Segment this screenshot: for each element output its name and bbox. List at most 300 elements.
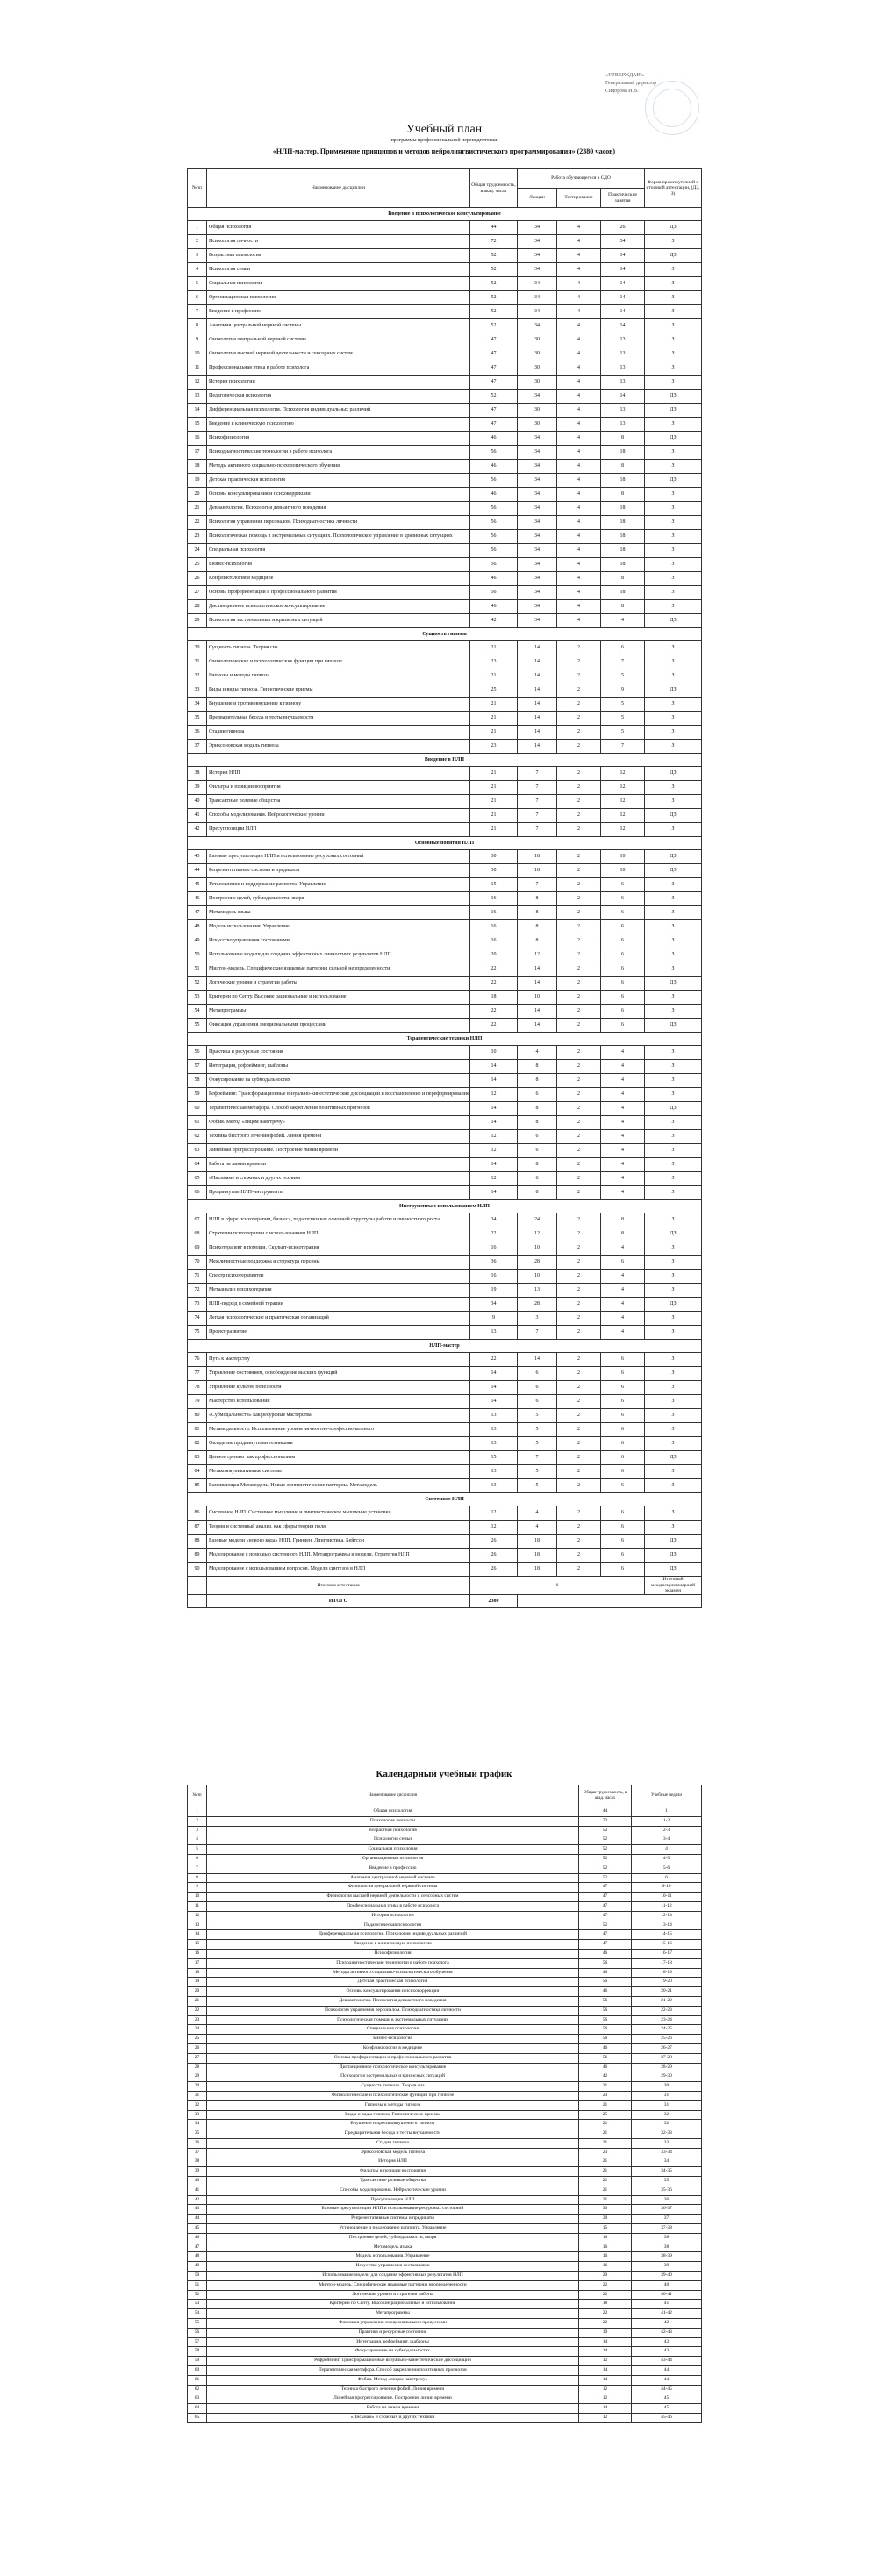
row-num: 28 (188, 600, 207, 614)
total-hours: 42 (579, 2072, 632, 2082)
discipline-name: Построение целей, субмодальности, якоря (207, 2233, 579, 2243)
row-num: 33 (188, 2110, 207, 2120)
row-num: 77 (188, 1367, 207, 1381)
row-num: 51 (188, 2280, 207, 2290)
practice-hours: 4 (601, 1172, 645, 1186)
practice-hours: 8 (601, 488, 645, 502)
table-row (188, 2177, 702, 2186)
header-testing: Тестирование (557, 189, 601, 208)
practice-hours: 13 (601, 376, 645, 390)
total-hours: 56 (470, 446, 518, 460)
table-row (188, 1911, 702, 1921)
section-title: Основные понятия НЛП (188, 837, 702, 850)
discipline-name: Межличностные поддержка и структура персоны (207, 1256, 470, 1270)
total-hours: 14 (470, 1395, 518, 1409)
study-weeks: 19-20 (632, 1978, 702, 1987)
total-hours: 52 (579, 1826, 632, 1835)
practice-hours: 13 (601, 404, 645, 418)
table-row (188, 1409, 702, 1423)
discipline-name: НЛП в сфере психотерапии, бизнеса, педагогики как основной структуры работы и личностного роста (207, 1213, 470, 1227)
testing-hours: 2 (557, 767, 601, 781)
total-hours: 22 (470, 1005, 518, 1019)
cal-header-name: Наименование дисциплин (207, 1785, 579, 1807)
attestation-form: З (645, 516, 702, 530)
table-row (188, 2280, 702, 2290)
attestation-form: ДЗ (645, 1535, 702, 1549)
attestation-form: ДЗ (645, 683, 702, 698)
table-row (188, 1921, 702, 1930)
attestation-form: З (645, 698, 702, 712)
table-row (188, 934, 702, 948)
testing-hours: 2 (557, 1326, 601, 1340)
study-weeks: 38-39 (632, 2252, 702, 2262)
lecture-hours: 34 (518, 558, 557, 572)
practice-hours: 6 (601, 1549, 645, 1563)
practice-hours: 4 (601, 1158, 645, 1172)
total-hours: 22 (470, 962, 518, 977)
testing-hours: 4 (557, 347, 601, 361)
total-hours: 14 (470, 1102, 518, 1116)
attestation-form: З (645, 361, 702, 376)
practice-hours: 14 (601, 263, 645, 277)
practice-hours: 14 (601, 249, 645, 263)
testing-hours: 2 (557, 795, 601, 809)
study-weeks: 26-27 (632, 2043, 702, 2053)
row-num: 55 (188, 1019, 207, 1033)
discipline-name: Психодиагностические технологии в работе психолога (207, 1958, 579, 1968)
table-row (188, 263, 702, 277)
table-row (188, 2205, 702, 2215)
attestation-form: ДЗ (645, 432, 702, 446)
study-weeks: 34-35 (632, 2167, 702, 2177)
row-num: 87 (188, 1521, 207, 1535)
discipline-name: Дистанционное психологическое консультирование (207, 2063, 579, 2072)
lecture-hours: 12 (518, 1227, 557, 1241)
testing-hours: 2 (557, 1312, 601, 1326)
attestation-form: З (645, 1241, 702, 1256)
row-num: 84 (188, 1465, 207, 1479)
table-row (188, 1088, 702, 1102)
study-weeks: 44 (632, 2366, 702, 2376)
study-weeks: 34 (632, 2157, 702, 2167)
attestation-form: ДЗ (645, 1019, 702, 1033)
table-row (188, 712, 702, 726)
discipline-name: Социальная психология (207, 277, 470, 291)
table-row (188, 2186, 702, 2195)
lecture-hours: 6 (518, 1395, 557, 1409)
discipline-name: Установление и поддержание раппорта. Управление (207, 878, 470, 892)
total-hours: 21 (579, 2138, 632, 2148)
total-hours: 18 (470, 991, 518, 1005)
total-hours: 21 (579, 2082, 632, 2092)
lecture-hours: 5 (518, 1437, 557, 1451)
discipline-name: Логические уровни и стратегии работы (207, 977, 470, 991)
total-hours: 21 (579, 2177, 632, 2186)
study-weeks: 10-11 (632, 1893, 702, 1902)
study-weeks: 43-44 (632, 2357, 702, 2366)
section-header-row (188, 754, 702, 767)
practice-hours: 18 (601, 502, 645, 516)
lecture-hours: 34 (518, 572, 557, 586)
practice-hours: 4 (601, 1144, 645, 1158)
testing-hours: 2 (557, 1367, 601, 1381)
testing-hours: 2 (557, 1506, 601, 1521)
attestation-form: ДЗ (645, 864, 702, 878)
total-hours: 16 (579, 2233, 632, 2243)
testing-hours: 4 (557, 516, 601, 530)
attestation-form: З (645, 319, 702, 333)
attestation-form: З (645, 1046, 702, 1060)
table-row (188, 1978, 702, 1987)
discipline-name: Гипнозы и методы гипноза (207, 669, 470, 683)
lecture-hours: 8 (518, 1186, 557, 1200)
table-row (188, 1845, 702, 1855)
row-num: 7 (188, 1864, 207, 1873)
section-header-row (188, 1033, 702, 1046)
section-title: Введение в НЛП (188, 754, 702, 767)
total-hours: 56 (470, 516, 518, 530)
discipline-name: Педагогическая психология (207, 1921, 579, 1930)
testing-hours: 2 (557, 906, 601, 920)
row-num: 82 (188, 1437, 207, 1451)
practice-hours: 6 (601, 1506, 645, 1521)
study-weeks: 40 (632, 2280, 702, 2290)
row-num: 90 (188, 1563, 207, 1577)
practice-hours: 4 (601, 1312, 645, 1326)
discipline-name: Работа на линии времени (207, 2404, 579, 2414)
study-weeks: 43 (632, 2347, 702, 2357)
total-hours: 46 (579, 1968, 632, 1978)
row-num: 65 (188, 2414, 207, 2423)
row-num: 20 (188, 488, 207, 502)
lecture-hours: 8 (518, 906, 557, 920)
total-hours: 56 (579, 1996, 632, 2006)
row-num: 3 (188, 1826, 207, 1835)
row-num: 18 (188, 1968, 207, 1978)
attestation-form: ДЗ (645, 767, 702, 781)
study-weeks: 37-38 (632, 2224, 702, 2234)
lecture-hours: 30 (518, 333, 557, 347)
table-row (188, 2262, 702, 2272)
testing-hours: 4 (557, 502, 601, 516)
discipline-name: Психология личности (207, 1816, 579, 1826)
discipline-name: Гипнозы и методы гипноза (207, 2100, 579, 2110)
study-weeks: 2-3 (632, 1826, 702, 1835)
lecture-hours: 7 (518, 1451, 557, 1465)
discipline-name: Развивающая Метамодель. Новые лингвистические паттерны. Метамодель (207, 1479, 470, 1493)
testing-hours: 2 (557, 740, 601, 754)
table-row (188, 600, 702, 614)
discipline-name: История психологии (207, 1911, 579, 1921)
lecture-hours: 8 (518, 1074, 557, 1088)
row-num: 26 (188, 2043, 207, 2053)
discipline-name: Профессиональная этика в работе психолога (207, 361, 470, 376)
attestation-form: ДЗ (645, 1102, 702, 1116)
table-row (188, 948, 702, 962)
total-hours: 47 (470, 333, 518, 347)
attestation-form: ДЗ (645, 850, 702, 864)
program-name: «НЛП-мастер. Применение принципов и методов нейролингвистического программирования» (2380 часов) (272, 147, 616, 155)
row-num: 39 (188, 781, 207, 795)
lecture-hours: 4 (518, 1506, 557, 1521)
total-hours: 46 (579, 2043, 632, 2053)
table-row (188, 2110, 702, 2120)
row-num: 64 (188, 1158, 207, 1172)
total-hours: 13 (470, 1479, 518, 1493)
row-num: 41 (188, 809, 207, 823)
row-num: 61 (188, 1116, 207, 1130)
total-hours: 21 (470, 641, 518, 655)
row-num: 24 (188, 544, 207, 558)
practice-hours: 4 (601, 1060, 645, 1074)
practice-hours: 8 (601, 1213, 645, 1227)
table-row (188, 2309, 702, 2319)
row-num: 69 (188, 1241, 207, 1256)
lecture-hours: 28 (518, 1298, 557, 1312)
row-num: 32 (188, 2100, 207, 2110)
testing-hours: 2 (557, 1451, 601, 1465)
discipline-name: Психология личности (207, 235, 470, 249)
table-row (188, 2063, 702, 2072)
study-weeks: 36 (632, 2195, 702, 2205)
total-hours: 34 (470, 1213, 518, 1227)
calendar-title: Календарный учебный график (376, 1769, 512, 1779)
row-num: 78 (188, 1381, 207, 1395)
testing-hours: 2 (557, 1046, 601, 1060)
discipline-name: Путь к мастерству (207, 1353, 470, 1367)
row-num: 24 (188, 2025, 207, 2035)
lecture-hours: 34 (518, 516, 557, 530)
row-num: 76 (188, 1353, 207, 1367)
section-title: Системное НЛП (188, 1493, 702, 1506)
attestation-form: З (645, 277, 702, 291)
study-weeks: 20-21 (632, 1987, 702, 1997)
table-row (188, 1241, 702, 1256)
total-hours: 14 (470, 1060, 518, 1074)
testing-hours: 4 (557, 460, 601, 474)
row-num: 41 (188, 2186, 207, 2195)
row-num: 52 (188, 2290, 207, 2300)
testing-hours: 2 (557, 1172, 601, 1186)
table-row (188, 1901, 702, 1911)
row-num: 17 (188, 1958, 207, 1968)
total-hours: 47 (470, 376, 518, 390)
practice-hours: 8 (601, 460, 645, 474)
practice-hours: 4 (601, 1074, 645, 1088)
practice-hours: 6 (601, 962, 645, 977)
testing-hours: 4 (557, 432, 601, 446)
attestation-form: З (645, 740, 702, 754)
row-num: 37 (188, 2148, 207, 2157)
lecture-hours: 14 (518, 712, 557, 726)
table-row (188, 2157, 702, 2167)
table-row (188, 1381, 702, 1395)
discipline-name: Психофизиология (207, 432, 470, 446)
table-row (188, 319, 702, 333)
total-hours: 52 (470, 263, 518, 277)
discipline-name: Внушение и противовнушение к гипнозу (207, 698, 470, 712)
row-num: 53 (188, 991, 207, 1005)
study-weeks: 31 (632, 2091, 702, 2100)
discipline-name: Линейная прогрессирование. Построение линии времени (207, 1144, 470, 1158)
row-num: 39 (188, 2167, 207, 2177)
practice-hours: 8 (601, 572, 645, 586)
study-weeks: 41 (632, 2300, 702, 2309)
discipline-name: Физиологические и психологические функции при гипнозе (207, 2091, 579, 2100)
total-hours: 46 (470, 432, 518, 446)
row-num: 81 (188, 1423, 207, 1437)
row-num: 9 (188, 333, 207, 347)
total-hours: 72 (579, 1816, 632, 1826)
row-num: 56 (188, 2328, 207, 2337)
row-num: 25 (188, 2035, 207, 2044)
practice-hours: 6 (601, 1005, 645, 1019)
row-num: 88 (188, 1535, 207, 1549)
table-row (188, 474, 702, 488)
discipline-name: Эриксоновская модель гипноза (207, 2148, 579, 2157)
table-row (188, 586, 702, 600)
row-num: 86 (188, 1506, 207, 1521)
row-num: 44 (188, 864, 207, 878)
practice-hours: 18 (601, 446, 645, 460)
lecture-hours: 14 (518, 962, 557, 977)
table-row (188, 221, 702, 235)
total-hours: 52 (470, 305, 518, 319)
section-header-row (188, 1340, 702, 1353)
total-hours: 12 (470, 1088, 518, 1102)
row-num: 67 (188, 1213, 207, 1227)
discipline-name: Теория и системный анализ, как сферы теории поля (207, 1521, 470, 1535)
testing-hours: 4 (557, 586, 601, 600)
table-row (188, 2043, 702, 2053)
discipline-name: Введение в профессию (207, 305, 470, 319)
row-num: 6 (188, 1854, 207, 1864)
practice-hours: 6 (601, 948, 645, 962)
row-num: 29 (188, 614, 207, 628)
discipline-name: Специальная психология (207, 544, 470, 558)
discipline-name: Анатомия центральной нервной системы (207, 319, 470, 333)
row-num: 63 (188, 1144, 207, 1158)
section-header-row (188, 208, 702, 221)
practice-hours: 9 (601, 683, 645, 698)
attestation-form: З (645, 291, 702, 305)
section-header-row (188, 1493, 702, 1506)
practice-hours: 34 (601, 235, 645, 249)
discipline-name: Физиологические и психологические функции при гипнозе (207, 655, 470, 669)
discipline-name: Психология семьи (207, 1835, 579, 1845)
lecture-hours: 14 (518, 977, 557, 991)
lecture-hours: 8 (518, 1102, 557, 1116)
total-hours: 56 (579, 2015, 632, 2025)
lecture-hours: 14 (518, 740, 557, 754)
total-hours: 52 (470, 291, 518, 305)
practice-hours: 6 (601, 1563, 645, 1577)
testing-hours: 4 (557, 221, 601, 235)
discipline-name: Линейная прогрессирование. Построение линии времени (207, 2394, 579, 2404)
discipline-name: Системное НЛП. Системное мышление и лингвистическое мышление установки (207, 1506, 470, 1521)
curriculum-table (187, 168, 702, 1608)
testing-hours: 4 (557, 544, 601, 558)
final-attestation-hours: 6 (470, 1577, 645, 1595)
row-num: 65 (188, 1172, 207, 1186)
study-weeks: 40-41 (632, 2290, 702, 2300)
practice-hours: 6 (601, 1256, 645, 1270)
discipline-name: Психофизиология (207, 1949, 579, 1958)
table-row (188, 502, 702, 516)
table-row (188, 572, 702, 586)
discipline-name: Психология управления персоналом. Психодиагностика личности (207, 2006, 579, 2015)
discipline-name: Критерии по Септу. Высокие рациональные и использование (207, 2300, 579, 2309)
discipline-name: Метамодальность. Использование уровня личностно-профессионального (207, 1423, 470, 1437)
row-num: 48 (188, 920, 207, 934)
study-weeks: 1-2 (632, 1816, 702, 1826)
practice-hours: 6 (601, 1353, 645, 1367)
discipline-name: История психологии (207, 376, 470, 390)
table-row (188, 2328, 702, 2337)
row-num: 12 (188, 376, 207, 390)
testing-hours: 2 (557, 1130, 601, 1144)
testing-hours: 4 (557, 558, 601, 572)
lecture-hours: 5 (518, 1479, 557, 1493)
row-num: 8 (188, 1873, 207, 1883)
total-hours: 9 (470, 1312, 518, 1326)
practice-hours: 18 (601, 586, 645, 600)
total-hours: 13 (470, 1326, 518, 1340)
table-row (188, 740, 702, 754)
lecture-hours: 28 (518, 1256, 557, 1270)
discipline-name: Метакоммуникативные системы (207, 1465, 470, 1479)
table-row (188, 1549, 702, 1563)
practice-hours: 12 (601, 781, 645, 795)
table-row (188, 291, 702, 305)
study-weeks: 42-43 (632, 2328, 702, 2337)
testing-hours: 4 (557, 474, 601, 488)
attestation-form: ДЗ (645, 809, 702, 823)
practice-hours: 4 (601, 1284, 645, 1298)
discipline-name: Основы профориентации и профессионального развития (207, 586, 470, 600)
total-row (188, 1594, 702, 1607)
row-num: 46 (188, 892, 207, 906)
attestation-form: З (645, 1158, 702, 1172)
discipline-name: Рефрейминг. Трансформационные визуально-кинестетические диссоциации и восстановление и переформирование (207, 1088, 470, 1102)
table-row (188, 2347, 702, 2357)
table-row (188, 2243, 702, 2252)
row-num: 80 (188, 1409, 207, 1423)
discipline-name: Искусство управления состояниями (207, 934, 470, 948)
total-hours: 16 (470, 906, 518, 920)
row-num: 89 (188, 1549, 207, 1563)
attestation-form: З (645, 1381, 702, 1395)
lecture-hours: 7 (518, 809, 557, 823)
discipline-name: Возрастная психология (207, 249, 470, 263)
table-row (188, 1005, 702, 1019)
table-row (188, 1883, 702, 1893)
discipline-name: Логические уровни и стратегии работы (207, 2290, 579, 2300)
row-num: 37 (188, 740, 207, 754)
lecture-hours: 5 (518, 1409, 557, 1423)
row-num: 21 (188, 502, 207, 516)
table-row (188, 1816, 702, 1826)
total-hours: 12 (470, 1172, 518, 1186)
total-hours: 47 (579, 1883, 632, 1893)
discipline-name: Возрастная психология (207, 1826, 579, 1835)
total-hours: 44 (470, 221, 518, 235)
study-weeks: 45 (632, 2404, 702, 2414)
section-title: Введение в психологическое консультирование (188, 208, 702, 221)
study-weeks: 31 (632, 2100, 702, 2110)
table-row (188, 878, 702, 892)
testing-hours: 4 (557, 263, 601, 277)
